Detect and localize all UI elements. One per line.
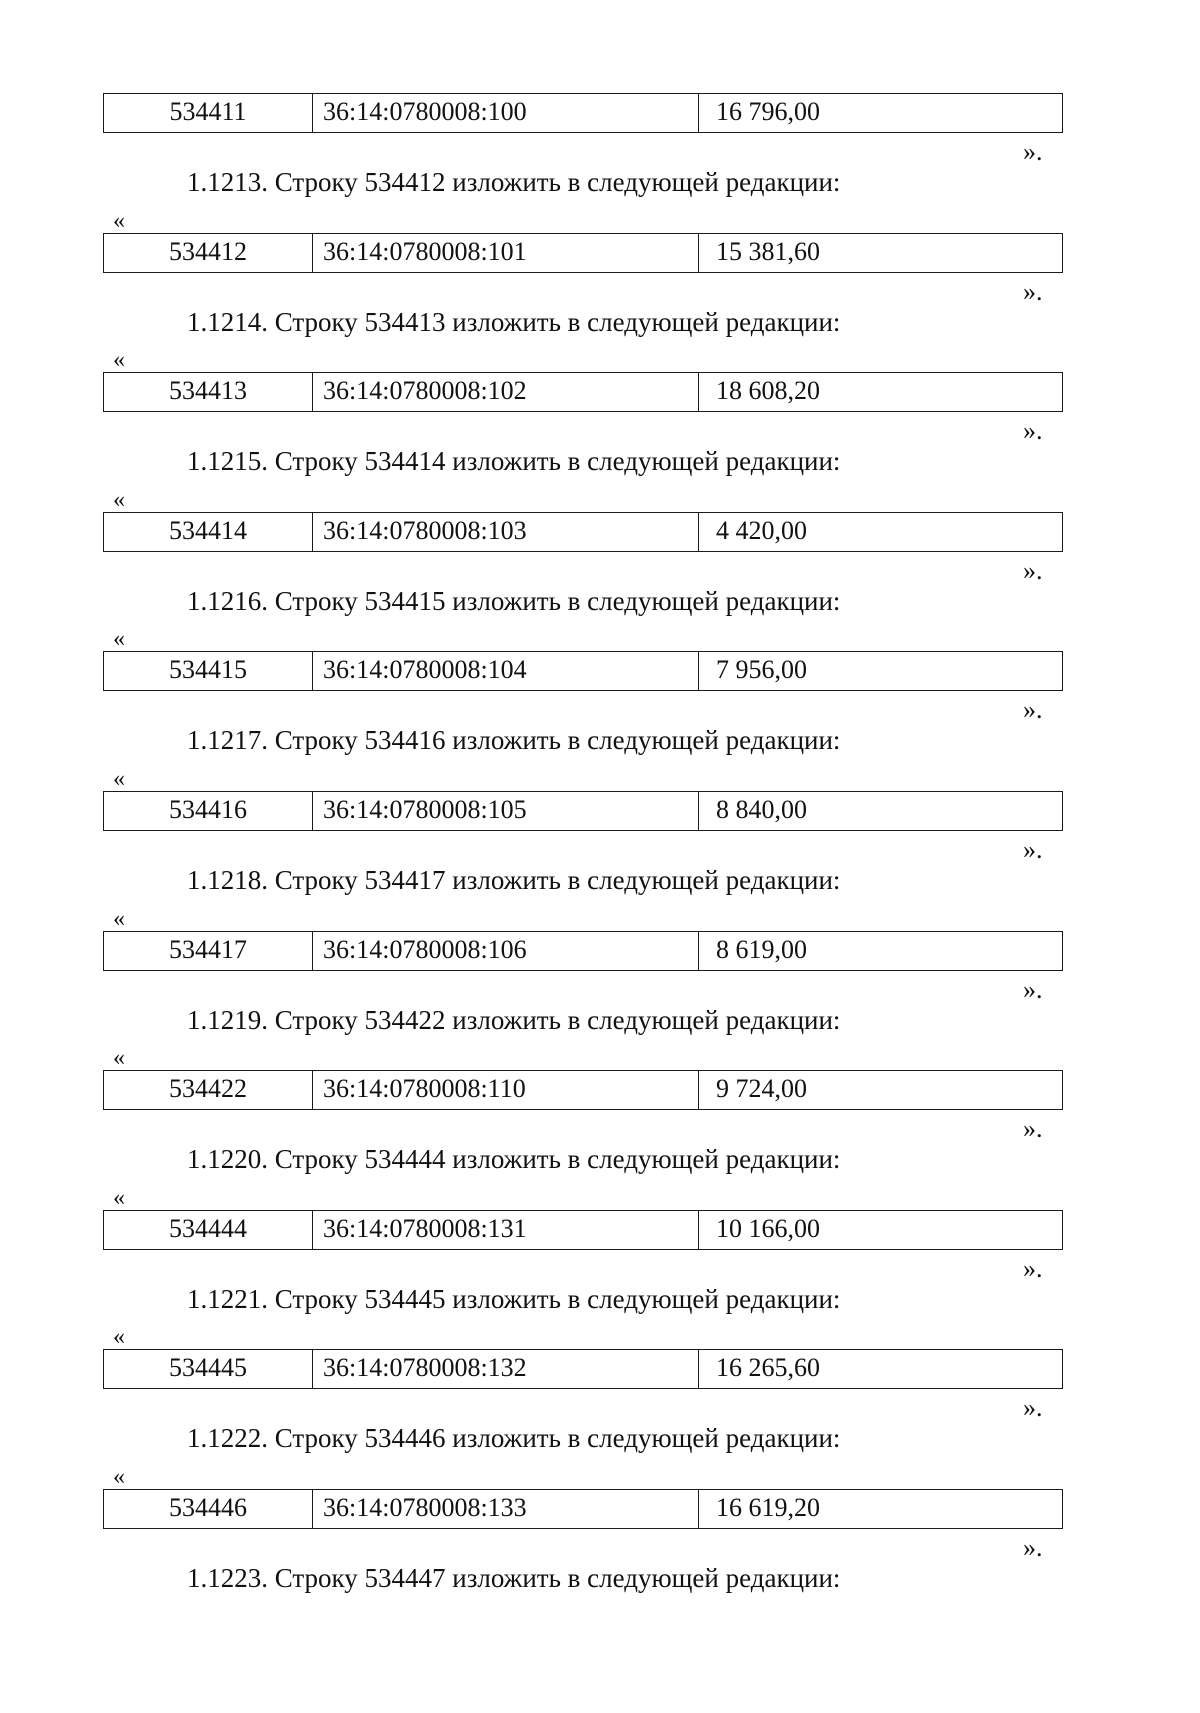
cadastral-number-cell: 36:14:0780008:132: [313, 1350, 699, 1388]
amendment-instruction: 1.1214. Строку 534413 изложить в следующей редакции:: [187, 306, 841, 337]
value-cell: 15 381,60: [716, 236, 820, 266]
value-cell: 16 619,20: [716, 1493, 820, 1522]
amendment-block: [0, 207, 1200, 373]
amendment-instruction: 1.1219. Строку 534422 изложить в следующей редакции:: [187, 1004, 841, 1035]
opening-quote: «: [113, 1464, 125, 1490]
row-number-cell: 534412: [104, 234, 313, 272]
amendment-instruction: 1.1221. Строку 534445 изложить в следующей редакции:: [187, 1283, 841, 1314]
table-row: [103, 512, 1063, 552]
closing-quote: ».: [1023, 835, 1043, 864]
opening-quote: «: [113, 207, 125, 234]
closing-quote: ».: [1023, 416, 1043, 446]
cadastral-number-cell: 36:14:0780008:104: [313, 652, 699, 690]
table-row: [103, 1070, 1063, 1110]
table-row: [103, 1489, 1063, 1529]
closing-quote: ».: [1023, 555, 1043, 585]
cadastral-number-cell: 36:14:0780008:102: [313, 373, 699, 411]
amendment-block: [0, 626, 1200, 791]
value-cell: 10 166,00: [716, 1213, 820, 1243]
amendment-instruction: 1.1220. Строку 534444 изложить в следующей редакции:: [187, 1144, 841, 1175]
value-cell: 8 619,00: [716, 934, 807, 964]
row-number-cell: 534415: [104, 652, 313, 690]
opening-quote: «: [113, 766, 125, 792]
amendment-block: [0, 905, 1200, 1071]
row-number-cell: 534446: [104, 1490, 313, 1528]
closing-quote: ».: [1023, 1114, 1043, 1144]
table-row: [103, 1210, 1063, 1250]
row-number-cell: 534445: [104, 1350, 313, 1388]
cadastral-number-cell: 36:14:0780008:110: [313, 1071, 699, 1109]
row-number-cell: 534413: [104, 373, 313, 411]
closing-quote: ».: [1023, 1533, 1043, 1562]
opening-quote: «: [113, 626, 125, 653]
amendment-block: [0, 1464, 1200, 1629]
cadastral-number-cell: 36:14:0780008:131: [313, 1211, 699, 1249]
value-cell: 4 420,00: [716, 515, 807, 545]
amendment-instruction: 1.1216. Строку 534415 изложить в следующей редакции:: [187, 585, 841, 616]
amendment-instruction: 1.1218. Строку 534417 изложить в следующей редакции:: [187, 865, 841, 895]
opening-quote: «: [113, 1184, 125, 1211]
table-row: [103, 791, 1063, 831]
value-cell: 16 265,60: [716, 1353, 820, 1383]
amendment-instruction: 1.1213. Строку 534412 изложить в следующей редакции:: [187, 167, 841, 197]
value-cell: 9 724,00: [716, 1074, 807, 1104]
row-number-cell: 534414: [104, 513, 313, 551]
closing-quote: ».: [1023, 974, 1043, 1004]
table-row: [103, 651, 1063, 691]
value-cell: 18 608,20: [716, 376, 820, 406]
table-row: [103, 93, 1063, 133]
cadastral-number-cell: 36:14:0780008:103: [313, 513, 699, 551]
amendment-block: [0, 1045, 1200, 1210]
amendment-block: [0, 1184, 1200, 1350]
cadastral-number-cell: 36:14:0780008:106: [313, 932, 699, 970]
table-row: [103, 931, 1063, 971]
value-cell: 7 956,00: [716, 655, 807, 685]
closing-quote: ».: [1023, 1393, 1043, 1423]
cadastral-number-cell: 36:14:0780008:100: [313, 94, 699, 132]
row-number-cell: 534417: [104, 932, 313, 970]
opening-quote: «: [113, 486, 125, 513]
amendment-instruction: 1.1222. Строку 534446 изложить в следующей редакции:: [187, 1423, 841, 1454]
value-cell: 8 840,00: [716, 795, 807, 824]
table-row: [103, 233, 1063, 273]
table-row: [103, 372, 1063, 412]
amendment-instruction: 1.1217. Строку 534416 изложить в следующей редакции:: [187, 725, 841, 756]
row-number-cell: 534422: [104, 1071, 313, 1109]
cadastral-number-cell: 36:14:0780008:133: [313, 1490, 699, 1528]
opening-quote: «: [113, 1045, 125, 1072]
row-number-cell: 534444: [104, 1211, 313, 1249]
cadastral-number-cell: 36:14:0780008:105: [313, 792, 699, 830]
cadastral-number-cell: 36:14:0780008:101: [313, 234, 699, 272]
amendment-instruction: 1.1215. Строку 534414 изложить в следующей редакции:: [187, 446, 841, 477]
closing-quote: ».: [1023, 137, 1043, 166]
table-row: [103, 1349, 1063, 1389]
amendment-block: [0, 1324, 1200, 1489]
value-cell: 16 796,00: [716, 97, 820, 126]
opening-quote: «: [113, 905, 125, 932]
closing-quote: ».: [1023, 695, 1043, 725]
amendment-instruction: 1.1223. Строку 534447 изложить в следующей редакции:: [187, 1563, 841, 1593]
amendment-block: [0, 486, 1200, 652]
row-number-cell: 534411: [104, 94, 313, 132]
row-number-cell: 534416: [104, 792, 313, 830]
opening-quote: «: [113, 1324, 125, 1351]
opening-quote: «: [113, 347, 125, 374]
closing-quote: ».: [1023, 1253, 1043, 1283]
amendment-block: [0, 93, 1200, 233]
amendment-block: [0, 347, 1200, 512]
amendment-block: [0, 766, 1200, 931]
closing-quote: ».: [1023, 276, 1043, 306]
